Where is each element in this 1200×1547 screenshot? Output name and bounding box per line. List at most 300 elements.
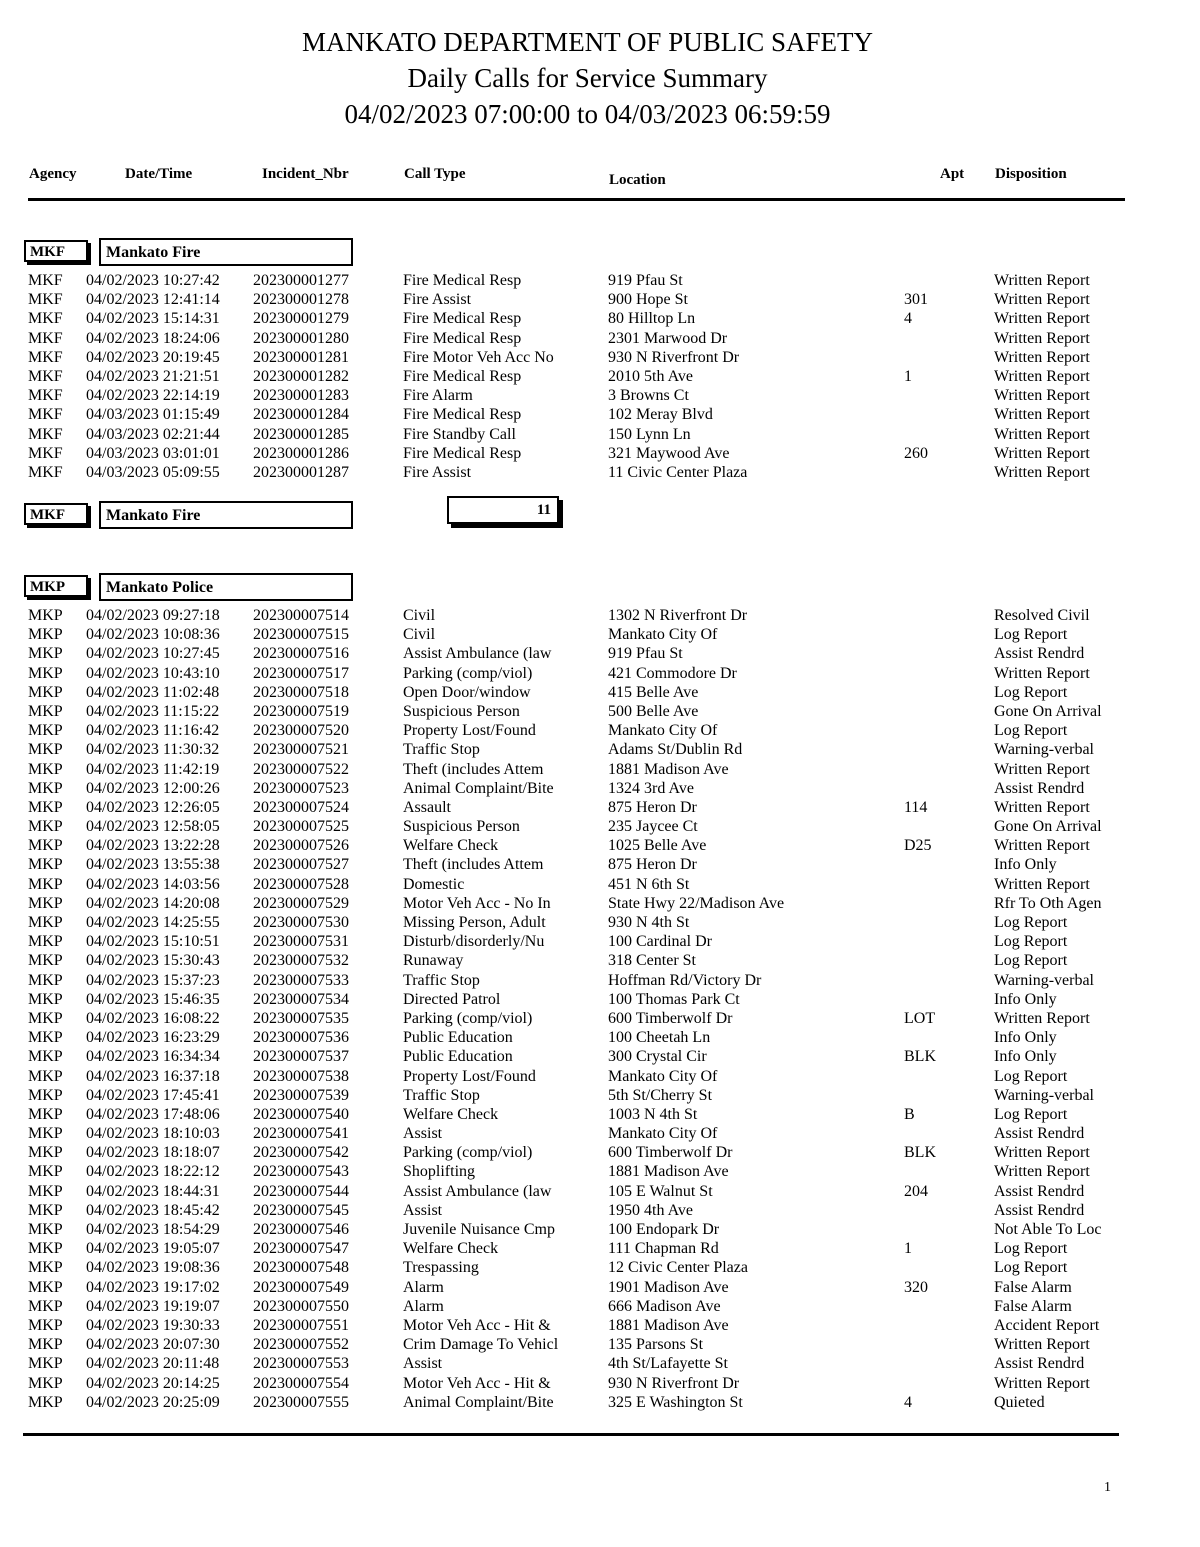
cell-datetime: 04/02/2023 15:14:31 xyxy=(86,310,220,328)
cell-disposition: Warning-verbal xyxy=(994,1086,1094,1104)
cell-datetime: 04/02/2023 11:30:32 xyxy=(86,741,220,759)
cell-incident: 202300007537 xyxy=(253,1048,349,1066)
cell-agency: MKP xyxy=(28,1163,63,1181)
table-row xyxy=(0,779,1200,798)
col-header-datetime: Date/Time xyxy=(125,166,193,182)
agency-name-box: Mankato Fire xyxy=(99,238,353,266)
cell-call-type: Fire Assist xyxy=(403,291,472,309)
report-date-range: 04/02/2023 07:00:00 to 04/03/2023 06:59:59 xyxy=(344,99,831,129)
cell-disposition: Rfr To Oth Agen xyxy=(994,894,1102,912)
cell-agency: MKF xyxy=(28,444,63,462)
cell-incident: 202300007534 xyxy=(253,990,349,1008)
table-row xyxy=(0,606,1200,625)
table-row xyxy=(0,1067,1200,1086)
cell-agency: MKP xyxy=(28,760,63,778)
cell-incident: 202300007544 xyxy=(253,1182,349,1200)
cell-agency: MKP xyxy=(28,990,63,1008)
table-row xyxy=(0,625,1200,644)
cell-datetime: 04/02/2023 16:08:22 xyxy=(86,1009,220,1027)
cell-datetime: 04/03/2023 03:01:01 xyxy=(86,444,220,462)
cell-incident: 202300007551 xyxy=(253,1316,349,1334)
cell-datetime: 04/02/2023 15:10:51 xyxy=(86,933,220,951)
col-header-location: Location xyxy=(609,172,666,188)
cell-call-type: Fire Motor Veh Acc No xyxy=(403,348,554,366)
cell-incident: 202300007536 xyxy=(253,1029,349,1047)
cell-incident: 202300007547 xyxy=(253,1240,349,1258)
cell-disposition: Quieted xyxy=(994,1393,1045,1411)
cell-datetime: 04/02/2023 20:19:45 xyxy=(86,348,220,366)
cell-datetime: 04/02/2023 18:44:31 xyxy=(86,1182,220,1200)
cell-agency: MKP xyxy=(28,1278,63,1296)
table-row xyxy=(0,1297,1200,1316)
cell-datetime: 04/02/2023 10:08:36 xyxy=(86,626,220,644)
cell-datetime: 04/02/2023 18:45:42 xyxy=(86,1201,220,1219)
table-row xyxy=(0,971,1200,990)
cell-disposition: Written Report xyxy=(994,1144,1090,1162)
cell-incident: 202300007541 xyxy=(253,1125,349,1143)
col-header-call-type: Call Type xyxy=(404,166,466,182)
cell-location: State Hwy 22/Madison Ave xyxy=(608,894,785,912)
cell-location: 666 Madison Ave xyxy=(608,1297,721,1315)
cell-call-type: Welfare Check xyxy=(403,837,499,855)
cell-agency: MKP xyxy=(28,1316,63,1334)
cell-datetime: 04/02/2023 11:15:22 xyxy=(86,702,220,720)
cell-location: 930 N 4th St xyxy=(608,914,690,931)
cell-disposition: False Alarm xyxy=(994,1297,1072,1315)
table-row xyxy=(0,271,1200,290)
cell-location: 4th St/Lafayette St xyxy=(608,1355,728,1373)
table-row xyxy=(0,405,1200,424)
cell-disposition: Info Only xyxy=(994,990,1057,1008)
cell-location: 150 Lynn Ln xyxy=(608,425,691,443)
cell-call-type: Fire Assist xyxy=(403,463,472,481)
table-row xyxy=(0,1086,1200,1105)
cell-call-type: Shoplifting xyxy=(403,1163,476,1181)
cell-location: 100 Cheetah Ln xyxy=(608,1029,711,1047)
cell-call-type: Disturb/disorderly/Nu xyxy=(403,933,545,951)
cell-apt: B xyxy=(904,1105,915,1123)
cell-location: 919 Pfau St xyxy=(608,272,683,289)
cell-location: 415 Belle Ave xyxy=(608,683,699,701)
cell-datetime: 04/02/2023 18:22:12 xyxy=(86,1163,220,1181)
cell-datetime: 04/03/2023 01:15:49 xyxy=(86,406,220,424)
table-row xyxy=(0,1316,1200,1335)
cell-datetime: 04/02/2023 15:46:35 xyxy=(86,990,220,1008)
cell-call-type: Runaway xyxy=(403,952,464,970)
cell-agency: MKP xyxy=(28,1259,63,1277)
col-header-disposition: Disposition xyxy=(995,166,1067,182)
cell-disposition: Written Report xyxy=(994,1163,1090,1181)
cell-disposition: Written Report xyxy=(994,348,1090,366)
cell-disposition: Info Only xyxy=(994,1048,1057,1066)
cell-call-type: Fire Medical Resp xyxy=(403,310,522,328)
cell-disposition: Written Report xyxy=(994,406,1090,424)
cell-incident: 202300007520 xyxy=(253,722,349,740)
cell-datetime: 04/02/2023 20:25:09 xyxy=(86,1393,220,1411)
cell-agency: MKF xyxy=(28,310,63,328)
cell-disposition: Written Report xyxy=(994,1374,1090,1392)
cell-agency: MKP xyxy=(28,1086,63,1104)
table-row xyxy=(0,1374,1200,1393)
table-row xyxy=(0,875,1200,894)
cell-agency: MKP xyxy=(28,1393,63,1411)
cell-agency: MKP xyxy=(28,1201,63,1219)
cell-location: 100 Cardinal Dr xyxy=(608,933,712,951)
cell-location: Hoffman Rd/Victory Dr xyxy=(608,971,762,989)
cell-incident: 202300007517 xyxy=(253,664,349,682)
cell-disposition: Warning-verbal xyxy=(994,741,1094,759)
cell-incident: 202300007552 xyxy=(253,1336,349,1354)
cell-incident: 202300007540 xyxy=(253,1105,349,1123)
cell-datetime: 04/02/2023 22:14:19 xyxy=(86,387,220,405)
cell-call-type: Assist Ambulance (law xyxy=(403,645,552,663)
table-row xyxy=(0,1047,1200,1066)
cell-incident: 202300007533 xyxy=(253,971,349,989)
cell-location: 105 E Walnut St xyxy=(608,1182,713,1200)
agency-code-box-footer: MKF xyxy=(24,503,88,525)
cell-agency: MKP xyxy=(28,664,63,682)
cell-call-type: Civil xyxy=(403,626,436,644)
cell-datetime: 04/02/2023 21:21:51 xyxy=(86,367,220,385)
cell-datetime: 04/02/2023 11:42:19 xyxy=(86,760,220,778)
cell-incident: 202300007532 xyxy=(253,952,349,970)
cell-disposition: Log Report xyxy=(994,1240,1068,1258)
cell-disposition: Info Only xyxy=(994,1029,1057,1047)
cell-datetime: 04/02/2023 19:08:36 xyxy=(86,1259,220,1277)
cell-incident: 202300007515 xyxy=(253,626,349,644)
police-calls-list xyxy=(0,606,1200,1412)
cell-call-type: Public Education xyxy=(403,1029,513,1047)
cell-agency: MKP xyxy=(28,1182,63,1200)
cell-disposition: Assist Rendrd xyxy=(994,1355,1085,1373)
cell-call-type: Fire Medical Resp xyxy=(403,367,522,385)
cell-incident: 202300007516 xyxy=(253,645,349,663)
cell-call-type: Missing Person, Adult xyxy=(403,914,546,931)
table-row xyxy=(0,932,1200,951)
cell-apt: 1 xyxy=(904,367,912,385)
cell-datetime: 04/02/2023 19:05:07 xyxy=(86,1240,220,1258)
cell-incident: 202300001287 xyxy=(253,463,349,481)
table-row xyxy=(0,951,1200,970)
cell-datetime: 04/02/2023 13:55:38 xyxy=(86,856,220,874)
report-title: MANKATO DEPARTMENT OF PUBLIC SAFETY xyxy=(302,27,873,57)
cell-incident: 202300007521 xyxy=(253,741,349,759)
page-number: 1 xyxy=(1104,1480,1111,1495)
cell-incident: 202300007550 xyxy=(253,1297,349,1315)
cell-apt: 1 xyxy=(904,1240,912,1258)
cell-incident: 202300007548 xyxy=(253,1259,349,1277)
table-row xyxy=(0,1124,1200,1143)
table-row xyxy=(0,644,1200,663)
cell-location: 100 Thomas Park Ct xyxy=(608,990,740,1008)
cell-incident: 202300007535 xyxy=(253,1009,349,1027)
cell-datetime: 04/03/2023 02:21:44 xyxy=(86,425,220,443)
cell-call-type: Traffic Stop xyxy=(403,971,480,989)
cell-datetime: 04/02/2023 19:17:02 xyxy=(86,1278,220,1296)
table-row xyxy=(0,990,1200,1009)
cell-agency: MKP xyxy=(28,837,63,855)
cell-location: 300 Crystal Cir xyxy=(608,1048,707,1066)
cell-call-type: Fire Medical Resp xyxy=(403,406,522,424)
cell-incident: 202300007549 xyxy=(253,1278,349,1296)
cell-location: 3 Browns Ct xyxy=(608,387,689,405)
cell-call-type: Traffic Stop xyxy=(403,1086,480,1104)
cell-incident: 202300007553 xyxy=(253,1355,349,1373)
cell-agency: MKP xyxy=(28,894,63,912)
cell-datetime: 04/03/2023 05:09:55 xyxy=(86,463,220,481)
cell-agency: MKP xyxy=(28,1105,63,1123)
cell-location: 80 Hilltop Ln xyxy=(608,310,696,328)
cell-apt: BLK xyxy=(904,1048,936,1066)
cell-datetime: 04/02/2023 10:27:45 xyxy=(86,645,220,663)
cell-call-type: Motor Veh Acc - Hit & xyxy=(403,1316,551,1334)
cell-agency: MKP xyxy=(28,933,63,951)
cell-call-type: Welfare Check xyxy=(403,1105,499,1123)
table-row xyxy=(0,894,1200,913)
cell-location: Mankato City Of xyxy=(608,722,718,740)
table-row xyxy=(0,1220,1200,1239)
cell-incident: 202300007555 xyxy=(253,1393,349,1411)
cell-datetime: 04/02/2023 16:37:18 xyxy=(86,1067,220,1085)
cell-location: 2301 Marwood Dr xyxy=(608,329,728,347)
cell-location: 102 Meray Blvd xyxy=(608,406,713,424)
cell-disposition: Assist Rendrd xyxy=(994,779,1085,797)
cell-agency: MKP xyxy=(28,1336,63,1354)
cell-disposition: Assist Rendrd xyxy=(994,1201,1085,1219)
cell-apt: 260 xyxy=(904,444,928,462)
cell-disposition: Log Report xyxy=(994,914,1068,931)
cell-call-type: Motor Veh Acc - Hit & xyxy=(403,1374,551,1392)
cell-call-type: Open Door/window xyxy=(403,683,531,701)
header-rule xyxy=(28,198,1125,201)
cell-location: 930 N Riverfront Dr xyxy=(608,348,740,366)
cell-call-type: Assist Ambulance (law xyxy=(403,1182,552,1200)
cell-agency: MKF xyxy=(28,291,63,309)
table-row xyxy=(0,1182,1200,1201)
table-row xyxy=(0,721,1200,740)
cell-disposition: Written Report xyxy=(994,387,1090,405)
cell-apt: 320 xyxy=(904,1278,928,1296)
cell-call-type: Assist xyxy=(403,1125,443,1143)
cell-disposition: False Alarm xyxy=(994,1278,1072,1296)
cell-location: 318 Center St xyxy=(608,952,696,970)
cell-call-type: Suspicious Person xyxy=(403,702,520,720)
cell-agency: MKF xyxy=(28,387,63,405)
table-row xyxy=(0,1239,1200,1258)
cell-incident: 202300007539 xyxy=(253,1086,349,1104)
cell-location: 135 Parsons St xyxy=(608,1336,704,1354)
report-subtitle: Daily Calls for Service Summary xyxy=(407,63,768,93)
table-row xyxy=(0,329,1200,348)
cell-disposition: Written Report xyxy=(994,310,1090,328)
cell-apt: 4 xyxy=(904,1393,912,1411)
table-row xyxy=(0,348,1200,367)
table-row xyxy=(0,425,1200,444)
cell-disposition: Log Report xyxy=(994,952,1068,970)
cell-incident: 202300007526 xyxy=(253,837,349,855)
cell-disposition: Written Report xyxy=(994,367,1090,385)
cell-call-type: Motor Veh Acc - No In xyxy=(403,894,551,912)
cell-location: 900 Hope St xyxy=(608,291,688,309)
cell-location: 111 Chapman Rd xyxy=(608,1240,719,1258)
cell-incident: 202300007542 xyxy=(253,1144,349,1162)
cell-location: 100 Endopark Dr xyxy=(608,1221,720,1238)
cell-incident: 202300007518 xyxy=(253,683,349,701)
table-row xyxy=(0,855,1200,874)
cell-disposition: Assist Rendrd xyxy=(994,1125,1085,1143)
cell-incident: 202300001285 xyxy=(253,425,349,443)
table-row xyxy=(0,817,1200,836)
cell-agency: MKP xyxy=(28,683,63,701)
table-row xyxy=(0,1354,1200,1373)
cell-datetime: 04/02/2023 18:18:07 xyxy=(86,1144,220,1162)
cell-disposition: Log Report xyxy=(994,1105,1068,1123)
cell-agency: MKP xyxy=(28,952,63,970)
cell-datetime: 04/02/2023 20:11:48 xyxy=(86,1355,220,1373)
cell-apt: 204 xyxy=(904,1182,928,1200)
agency-name-box: Mankato Police xyxy=(99,573,353,601)
cell-agency: MKP xyxy=(28,875,63,893)
cell-incident: 202300007524 xyxy=(253,798,349,816)
cell-location: 1881 Madison Ave xyxy=(608,1163,729,1181)
table-row xyxy=(0,386,1200,405)
col-header-agency: Agency xyxy=(29,166,77,182)
cell-datetime: 04/02/2023 14:03:56 xyxy=(86,875,220,893)
cell-call-type: Animal Complaint/Bite xyxy=(403,779,554,797)
cell-agency: MKP xyxy=(28,741,63,759)
cell-location: 500 Belle Ave xyxy=(608,702,699,720)
cell-datetime: 04/02/2023 12:58:05 xyxy=(86,818,220,836)
cell-call-type: Animal Complaint/Bite xyxy=(403,1393,554,1411)
cell-datetime: 04/02/2023 16:23:29 xyxy=(86,1029,220,1047)
cell-call-type: Alarm xyxy=(403,1297,444,1315)
cell-agency: MKF xyxy=(28,425,63,443)
table-row xyxy=(0,1278,1200,1297)
cell-incident: 202300001278 xyxy=(253,291,349,309)
col-header-incident: Incident_Nbr xyxy=(262,166,349,182)
cell-location: 5th St/Cherry St xyxy=(608,1086,713,1104)
cell-disposition: Written Report xyxy=(994,272,1090,289)
cell-agency: MKF xyxy=(28,463,63,481)
cell-call-type: Juvenile Nuisance Cmp xyxy=(403,1221,555,1238)
cell-disposition: Log Report xyxy=(994,933,1068,951)
cell-datetime: 04/02/2023 12:41:14 xyxy=(86,291,220,309)
cell-datetime: 04/02/2023 18:24:06 xyxy=(86,329,220,347)
cell-incident: 202300007525 xyxy=(253,818,349,836)
cell-agency: MKP xyxy=(28,645,63,663)
cell-datetime: 04/02/2023 14:25:55 xyxy=(86,914,220,931)
cell-disposition: Written Report xyxy=(994,875,1090,893)
cell-call-type: Assist xyxy=(403,1201,443,1219)
cell-call-type: Property Lost/Found xyxy=(403,1067,536,1085)
cell-call-type: Trespassing xyxy=(403,1259,479,1277)
cell-call-type: Traffic Stop xyxy=(403,741,480,759)
call-count-box: 11 xyxy=(447,496,559,524)
cell-disposition: Written Report xyxy=(994,1009,1090,1027)
cell-location: 1901 Madison Ave xyxy=(608,1278,729,1296)
table-row xyxy=(0,760,1200,779)
agency-name-box-footer: Mankato Fire xyxy=(99,501,353,529)
cell-incident: 202300007528 xyxy=(253,875,349,893)
cell-incident: 202300001279 xyxy=(253,310,349,328)
cell-apt: D25 xyxy=(904,837,932,855)
cell-apt: 114 xyxy=(904,798,928,816)
cell-location: 1881 Madison Ave xyxy=(608,760,729,778)
table-row xyxy=(0,740,1200,759)
table-row xyxy=(0,1009,1200,1028)
cell-agency: MKP xyxy=(28,779,63,797)
cell-incident: 202300001284 xyxy=(253,406,349,424)
cell-disposition: Log Report xyxy=(994,1067,1068,1085)
cell-incident: 202300001281 xyxy=(253,348,349,366)
cell-location: 321 Maywood Ave xyxy=(608,444,730,462)
cell-disposition: Gone On Arrival xyxy=(994,818,1102,836)
cell-location: Mankato City Of xyxy=(608,626,718,644)
cell-datetime: 04/02/2023 09:27:18 xyxy=(86,607,220,624)
cell-datetime: 04/02/2023 19:30:33 xyxy=(86,1316,220,1334)
col-header-apt: Apt xyxy=(940,166,965,182)
cell-call-type: Assist xyxy=(403,1355,443,1373)
table-row xyxy=(0,309,1200,328)
cell-disposition: Log Report xyxy=(994,1259,1068,1277)
cell-agency: MKF xyxy=(28,348,63,366)
cell-call-type: Crim Damage To Vehicl xyxy=(403,1336,559,1354)
cell-disposition: Written Report xyxy=(994,463,1090,481)
table-row xyxy=(0,1028,1200,1047)
agency-code-box: MKF xyxy=(24,240,88,262)
table-row xyxy=(0,836,1200,855)
cell-incident: 202300007522 xyxy=(253,760,349,778)
cell-agency: MKF xyxy=(28,367,63,385)
cell-incident: 202300007554 xyxy=(253,1374,349,1392)
cell-incident: 202300001286 xyxy=(253,444,349,462)
cell-disposition: Not Able To Loc xyxy=(994,1221,1102,1238)
cell-apt: 301 xyxy=(904,291,928,309)
cell-incident: 202300007519 xyxy=(253,702,349,720)
cell-agency: MKP xyxy=(28,1374,63,1392)
cell-call-type: Suspicious Person xyxy=(403,818,520,836)
cell-datetime: 04/02/2023 10:43:10 xyxy=(86,664,220,682)
cell-location: 325 E Washington St xyxy=(608,1393,743,1411)
footer-rule xyxy=(23,1433,1119,1436)
cell-datetime: 04/02/2023 20:14:25 xyxy=(86,1374,220,1392)
table-row xyxy=(0,290,1200,309)
table-row xyxy=(0,683,1200,702)
cell-agency: MKP xyxy=(28,722,63,740)
cell-location: 1950 4th Ave xyxy=(608,1201,694,1219)
cell-disposition: Log Report xyxy=(994,626,1068,644)
table-row xyxy=(0,1335,1200,1354)
cell-agency: MKP xyxy=(28,1048,63,1066)
cell-call-type: Parking (comp/viol) xyxy=(403,1144,533,1162)
table-row xyxy=(0,444,1200,463)
cell-location: 600 Timberwolf Dr xyxy=(608,1009,733,1027)
cell-datetime: 04/02/2023 17:48:06 xyxy=(86,1105,220,1123)
cell-datetime: 04/02/2023 20:07:30 xyxy=(86,1336,220,1354)
cell-location: 600 Timberwolf Dr xyxy=(608,1144,733,1162)
cell-datetime: 04/02/2023 12:26:05 xyxy=(86,798,220,816)
table-row xyxy=(0,1393,1200,1412)
table-row xyxy=(0,367,1200,386)
cell-apt: 4 xyxy=(904,310,912,328)
cell-call-type: Directed Patrol xyxy=(403,990,501,1008)
cell-incident: 202300001282 xyxy=(253,367,349,385)
cell-location: 930 N Riverfront Dr xyxy=(608,1374,740,1392)
cell-agency: MKP xyxy=(28,626,63,644)
cell-location: 1881 Madison Ave xyxy=(608,1316,729,1334)
cell-call-type: Fire Medical Resp xyxy=(403,444,522,462)
cell-agency: MKF xyxy=(28,406,63,424)
